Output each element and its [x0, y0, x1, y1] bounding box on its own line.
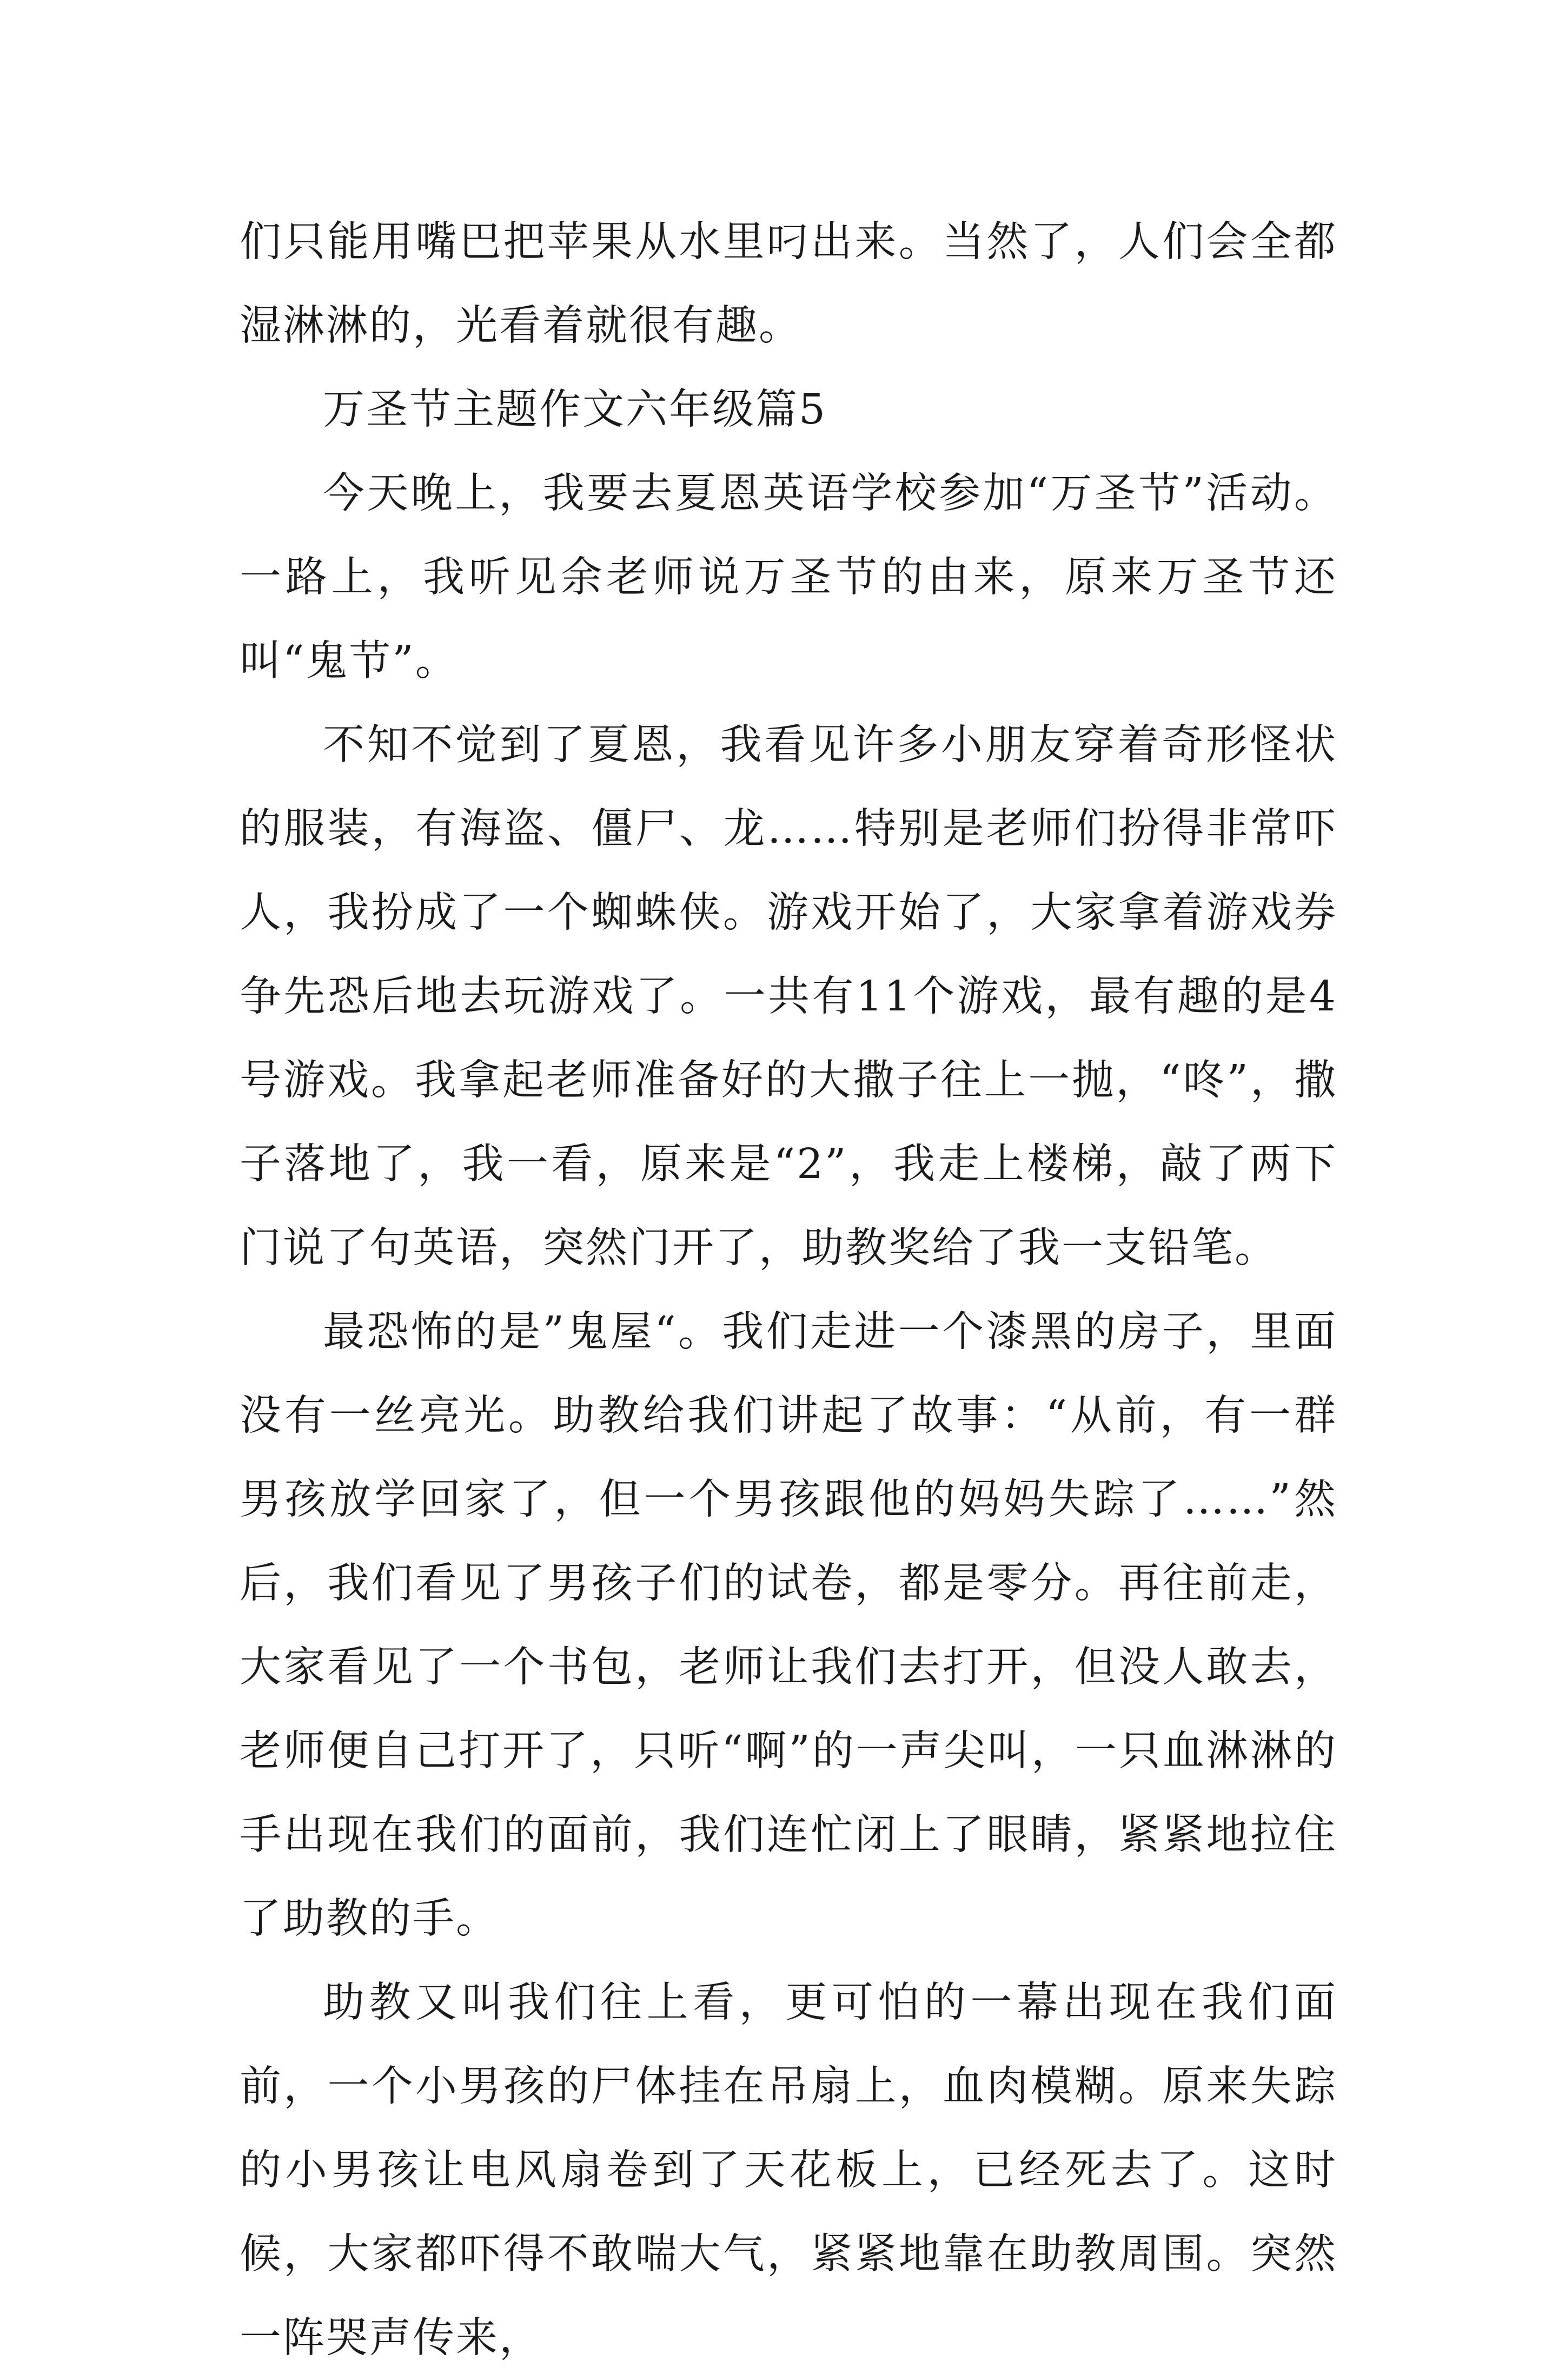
paragraph-continuation: 们只能用嘴巴把苹果从水里叼出来。当然了，人们会全都湿淋淋的，光看着就很有趣。: [240, 218, 1337, 350]
paragraph-haunted-house: 最恐怖的是”鬼屋“。我们走进一个漆黑的房子，里面没有一丝亮光。助教给我们讲起了故事：“从前，有一群男孩放学回家了，但一个男孩跟他的妈妈失踪了……”然后，我们看见了男孩子们的试卷，都是零分。再往前走，大家看见了一个书包，老师让我们去打开，但没人敢去，老师便自己打开了，只听“啊”的一声尖叫，一只血淋淋的手出现在我们的面前，我们连忙闭上了眼睛，紧紧地拉住了助教的手。: [240, 1308, 1337, 1943]
paragraph-scary-scene: 助教又叫我们往上看，更可怕的一幕出现在我们面前，一个小男孩的尸体挂在吊扇上，血肉模糊。原来失踪的小男孩让电风扇卷到了天花板上，已经死去了。这时候，大家都吓得不敢喘大气，紧紧地靠在助教周围。突然一阵哭声传来，: [240, 1979, 1337, 2362]
document-body: [240, 200, 1337, 2380]
paragraph-intro: 今天晚上，我要去夏恩英语学校参加“万圣节”活动。一路上，我听见余老师说万圣节的由来，原来万圣节还叫“鬼节”。: [240, 470, 1337, 685]
paragraph-games: 不知不觉到了夏恩，我看见许多小朋友穿着奇形怪状的服装，有海盗、僵尸、龙……特别是老师们扮得非常吓人，我扮成了一个蜘蛛侠。游戏开始了，大家拿着游戏券争先恐后地去玩游戏了。一共有11个游戏，最有趣的是4号游戏。我拿起老师准备好的大撒子往上一抛，“咚”，撒子落地了，我一看，原来是“2”，我走上楼梯，敲了两下门说了句英语，突然门开了，助教奖给了我一支铅笔。: [240, 721, 1337, 1272]
section-heading: 万圣节主题作文六年级篇5: [323, 386, 827, 434]
